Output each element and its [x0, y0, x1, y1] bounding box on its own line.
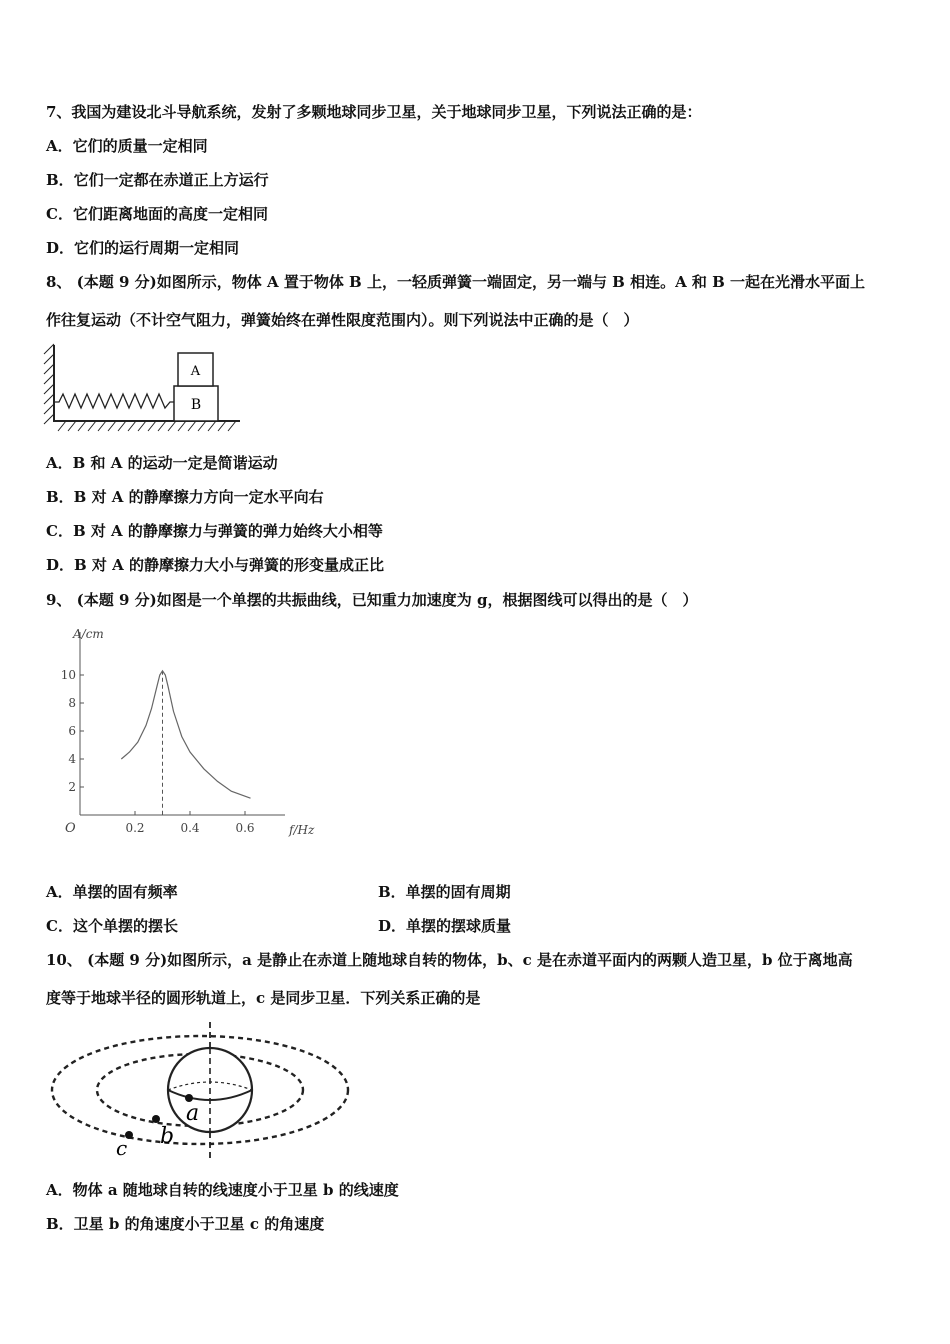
q8-stem-line2: 作往复运动（不计空气阻力，弹簧始终在弹性限度范围内）。则下列说法中正确的是（ ） [46, 311, 639, 329]
y-tick-label: 2 [68, 780, 76, 794]
y-tick-label: 8 [68, 696, 76, 710]
label-c: c [116, 1136, 128, 1160]
orbit-figure [50, 1018, 370, 1168]
q8-stem-line1: 8、 (本题 9 分)如图所示，物体 A 置于物体 B 上，一轻质弹簧一端固定，另一端与 B 相连。A 和 B 一起在光滑水平面上 [46, 273, 866, 291]
q9-option-c: C．这个单摆的摆长 [46, 917, 178, 935]
block-a-label: A [190, 364, 201, 379]
q10-stem-line2: 度等于地球半径的圆形轨道上，c 是同步卫星．下列关系正确的是 [46, 989, 481, 1007]
q9-option-d: D．单摆的摆球质量 [378, 917, 512, 935]
y-tick-label: 10 [60, 668, 76, 682]
x-tick-label: 0.4 [180, 821, 200, 835]
q9-option-b: B．单摆的固有周期 [378, 883, 511, 901]
q10-option-b: B．卫星 b 的角速度小于卫星 c 的角速度 [46, 1215, 325, 1233]
q8-option-b: B．B 对 A 的静摩擦力方向一定水平向右 [46, 488, 324, 506]
q7-option-b: B．它们一定都在赤道正上方运行 [46, 171, 269, 189]
q8-option-d: D．B 对 A 的静摩擦力大小与弹簧的形变量成正比 [46, 556, 384, 574]
q7-option-c: C．它们距离地面的高度一定相同 [46, 205, 268, 223]
resonance-chart [55, 620, 335, 850]
q9-stem: 9、 (本题 9 分)如图是一个单摆的共振曲线，已知重力加速度为 g，根据图线可以得出的是（ ） [46, 591, 698, 609]
q9-option-a: A．单摆的固有频率 [46, 883, 178, 901]
y-axis-label: A/cm [73, 627, 104, 641]
label-b: b [160, 1124, 175, 1149]
q8-option-a: A．B 和 A 的运动一定是简谐运动 [46, 454, 278, 472]
y-tick-label: 6 [68, 724, 76, 738]
q10-option-a: A．物体 a 随地球自转的线速度小于卫星 b 的线速度 [46, 1181, 399, 1199]
origin-label: O [65, 821, 76, 836]
q7-option-d: D．它们的运行周期一定相同 [46, 239, 240, 257]
q8-option-c: C．B 对 A 的静摩擦力与弹簧的弹力始终大小相等 [46, 522, 383, 540]
label-a: a [186, 1101, 200, 1126]
resonance-curve [121, 671, 250, 798]
spring [54, 394, 174, 408]
q7-option-a: A．它们的质量一定相同 [46, 137, 208, 155]
x-axis-label: f/Hz [289, 823, 315, 837]
q10-stem-line1: 10、 (本题 9 分)如图所示，a 是静止在赤道上随地球自转的物体，b、c 是在赤道平面内的两颗人造卫星，b 位于离地高 [46, 951, 853, 969]
spring-block-figure [40, 340, 250, 435]
q7-stem: 7、我国为建设北斗导航系统，发射了多颗地球同步卫星，关于地球同步卫星，下列说法正确的是： [46, 103, 702, 121]
x-tick-label: 0.6 [235, 821, 255, 835]
block-b-label: B [190, 397, 202, 413]
y-tick-label: 4 [68, 752, 76, 766]
point-b [152, 1115, 160, 1123]
x-tick-label: 0.2 [125, 821, 145, 835]
